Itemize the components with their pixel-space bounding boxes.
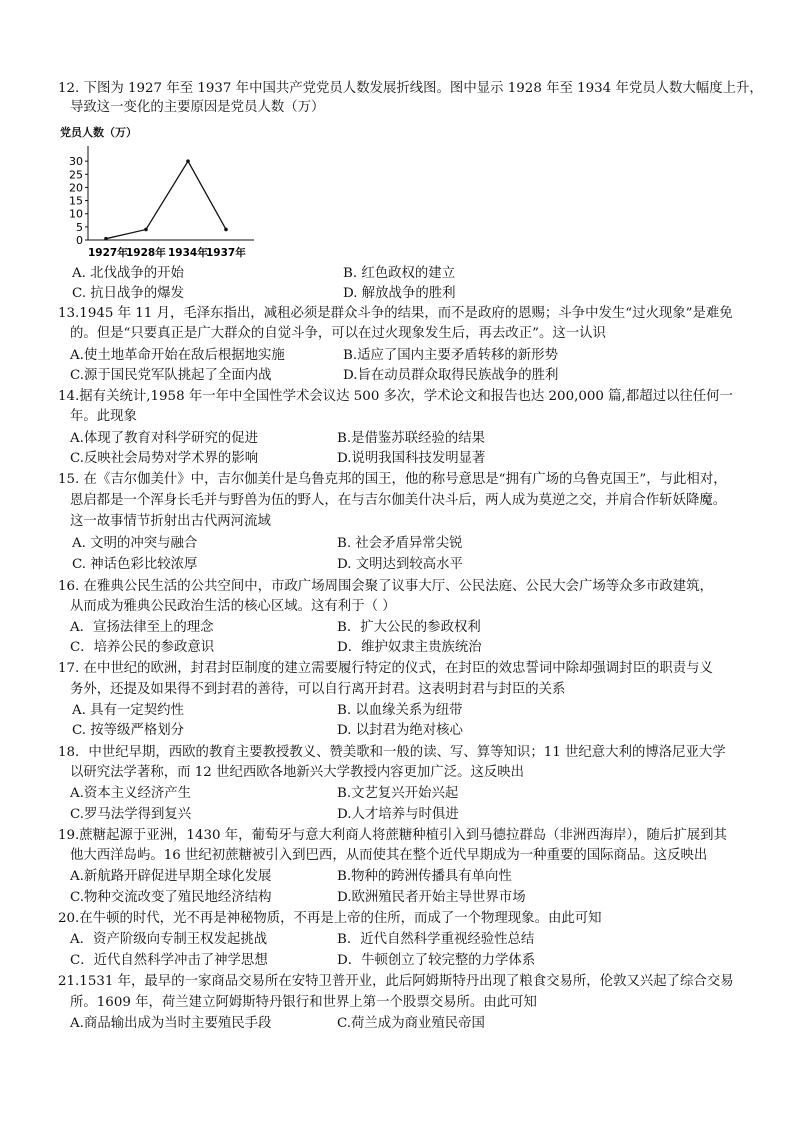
x-tick-label: 1937年 — [206, 247, 246, 259]
q13-option-c[interactable]: C.源于国民党军队挑起了全面内战 — [70, 368, 272, 383]
y-tick-label: 15 — [69, 194, 83, 208]
chart-ylabel: 党员人数（万） — [60, 126, 137, 139]
q18-option-a[interactable]: A.资本主义经济产生 — [70, 786, 192, 801]
x-tick-label: 1928年 — [126, 247, 166, 259]
q17-stem-line2: 务外，还提及如果得不到封君的善待，可以自行离开封君。这表明封君与封臣的关系 — [70, 682, 566, 697]
q12-option-d[interactable]: D. 解放战争的胜利 — [343, 286, 456, 301]
data-point — [224, 228, 228, 232]
q17-option-d[interactable]: D. 以封君为绝对核心 — [337, 723, 463, 738]
data-point — [144, 228, 148, 232]
q16-option-a[interactable]: A．宣扬法律至上的理念 — [70, 620, 214, 635]
q17-option-a[interactable]: A. 具有一定契约性 — [72, 703, 184, 718]
data-point — [186, 159, 190, 163]
q14-option-c[interactable]: C.反映社会局势对学术界的影响 — [70, 451, 259, 466]
q15-stem-line2: 恩启都是一个浑身长毛并与野兽为伍的野人，在与吉尔伽美什决斗后，两人成为莫逆之交，并肩合作斩妖降魔。 — [70, 493, 727, 508]
q17-stem-line1: 17. 在中世纪的欧洲，封君封臣制度的建立需要履行特定的仪式，在封臣的效忠誓词中除却强调封臣的职责与义 — [58, 661, 713, 676]
q13-option-b[interactable]: B.适应了国内主要矛盾转移的新形势 — [343, 348, 558, 363]
q21-stem-line1: 21.1531 年，最早的一家商品交易所在安特卫普开业，此后阿姆斯特丹出现了粮食交易所，伦敦又兴起了综合交易 — [58, 974, 734, 989]
q19-option-d[interactable]: D.欧洲殖民者开始主导世界市场 — [337, 890, 526, 905]
q12-option-c[interactable]: C. 抗日战争的爆发 — [72, 286, 185, 301]
q13-option-d[interactable]: D.旨在动员群众取得民族战争的胜利 — [343, 368, 559, 383]
y-tick-label: 10 — [69, 207, 83, 221]
q13-stem-line1: 13.1945 年 11 月，毛泽东指出，减租必须是群众斗争的结果，而不是政府的恩赐；斗争中发生“过火现象”是难免 — [58, 306, 733, 321]
q14-stem-line1: 14.据有关统计,1958 年一年中全国性学术会议达 500 多次，学术论文和报告也达 200,000 篇,都超过以往任何一 — [58, 389, 733, 404]
q18-stem-line2: 以研究法学著称，而 12 世纪西欧各地新兴大学教授内容更加广泛。这反映出 — [70, 765, 525, 780]
q21-stem-line2: 所。1609 年，荷兰建立阿姆斯特丹银行和世界上第一个股票交易所。由此可知 — [70, 995, 537, 1010]
q15-option-d[interactable]: D. 文明达到较高水平 — [337, 557, 463, 572]
data-point — [104, 237, 108, 241]
q18-option-b[interactable]: B.文艺复兴开始兴起 — [337, 786, 459, 801]
q17-option-b[interactable]: B. 以血缘关系为纽带 — [337, 703, 463, 718]
q19-option-c[interactable]: C.物种交流改变了殖民地经济结构 — [70, 890, 272, 905]
q12-stem-line2: 导致这一变化的主要原因是党员人数（万） — [70, 100, 325, 115]
x-tick-label: 1934年 — [168, 247, 208, 259]
series-line — [106, 161, 226, 239]
y-tick-label: 30 — [69, 155, 83, 169]
q16-option-d[interactable]: D．维护奴隶主贵族统治 — [337, 640, 482, 655]
q21-option-a[interactable]: A.商品输出成为当时主要殖民手段 — [70, 1016, 272, 1031]
q15-stem-line1: 15. 在《吉尔伽美什》中，吉尔伽美什是乌鲁克邦的国王，他的称号意思是“拥有广场的乌鲁克国王”，与此相对， — [58, 472, 727, 487]
q19-option-b[interactable]: B.物种的跨洲传播具有单向性 — [337, 869, 512, 884]
q16-stem-line2: 从而成为雅典公民政治生活的核心区域。这有利于（ ） — [70, 599, 396, 614]
q20-option-d[interactable]: D．牛顿创立了较完整的力学体系 — [337, 953, 536, 968]
q20-option-a[interactable]: A．资产阶级向专制王权发起挑战 — [70, 932, 268, 947]
q16-stem-line1: 16. 在雅典公民生活的公共空间中，市政广场周围会聚了议事大厅、公民法庭、公民大会广场等众多市政建筑， — [58, 579, 713, 594]
q16-option-c[interactable]: C．培养公民的参政意识 — [70, 640, 215, 655]
q18-option-d[interactable]: D.人才培养与时俱进 — [337, 807, 459, 822]
q12-option-b[interactable]: B. 红色政权的建立 — [343, 266, 456, 281]
q14-option-a[interactable]: A.体现了教育对科学研究的促进 — [70, 431, 259, 446]
x-tick-label: 1927年 — [88, 247, 128, 259]
q14-option-b[interactable]: B.是借鉴苏联经验的结果 — [337, 431, 486, 446]
q15-stem-line3: 这一故事情节折射出古代两河流域 — [70, 514, 271, 529]
q18-option-c[interactable]: C.罗马法学得到复兴 — [70, 807, 192, 822]
y-tick-label: 20 — [69, 181, 83, 195]
q15-option-a[interactable]: A. 文明的冲突与融合 — [72, 536, 198, 551]
q17-option-c[interactable]: C. 按等级严格划分 — [72, 723, 185, 738]
q19-stem-line2: 他大西洋岛屿。16 世纪初蔗糖被引入到巴西，从而使其在整个近代早期成为一种重要的国际商品。这反映出 — [70, 848, 708, 863]
q18-stem-line1: 18．中世纪早期，西欧的教育主要教授教义、赞美歌和一般的读、写、算等知识；11 世纪意大利的博洛尼亚大学 — [58, 745, 726, 760]
q16-option-b[interactable]: B．扩大公民的参政权利 — [337, 620, 481, 635]
q19-option-a[interactable]: A.新航路开辟促进早期全球化发展 — [70, 869, 272, 884]
q13-option-a[interactable]: A.使土地革命开始在敌后根据地实施 — [70, 348, 285, 363]
q14-option-d[interactable]: D.说明我国科技发明显著 — [337, 451, 486, 466]
q19-stem-line1: 19.蔗糖起源于亚洲，1430 年，葡萄牙与意大利商人将蔗糖种植引入到马德拉群岛（非洲西海岸），随后扩展到其 — [58, 828, 727, 843]
q20-stem-line1: 20.在牛顿的时代，光不再是神秘物质，不再是上帝的住所，而成了一个物理现象。由此可知 — [58, 911, 602, 926]
q14-stem-line2: 年。此现象 — [70, 409, 137, 424]
party-members-line-chart — [58, 122, 258, 264]
q20-option-b[interactable]: B．近代自然科学重视经验性总结 — [337, 932, 535, 947]
y-tick-label: 5 — [76, 220, 83, 234]
q12-option-a[interactable]: A. 北伐战争的开始 — [72, 266, 184, 281]
q20-option-c[interactable]: C．近代自然科学冲击了神学思想 — [70, 953, 268, 968]
y-tick-label: 0 — [76, 234, 83, 247]
q13-stem-line2: 的。但是“只要真正是广大群众的自觉斗争，可以在过火现象发生后，再去改正”。这一认识 — [70, 326, 606, 341]
q12-stem-line1: 12. 下图为 1927 年至 1937 年中国共产党党员人数发展折线图。图中显示 1928 年至 1934 年党员人数大幅度上升， — [58, 81, 763, 96]
q15-option-b[interactable]: B. 社会矛盾异常尖锐 — [337, 536, 463, 551]
q21-option-c[interactable]: C.荷兰成为商业殖民帝国 — [337, 1016, 485, 1031]
q15-option-c[interactable]: C. 神话色彩比较浓厚 — [72, 557, 198, 572]
y-tick-label: 25 — [69, 168, 83, 182]
